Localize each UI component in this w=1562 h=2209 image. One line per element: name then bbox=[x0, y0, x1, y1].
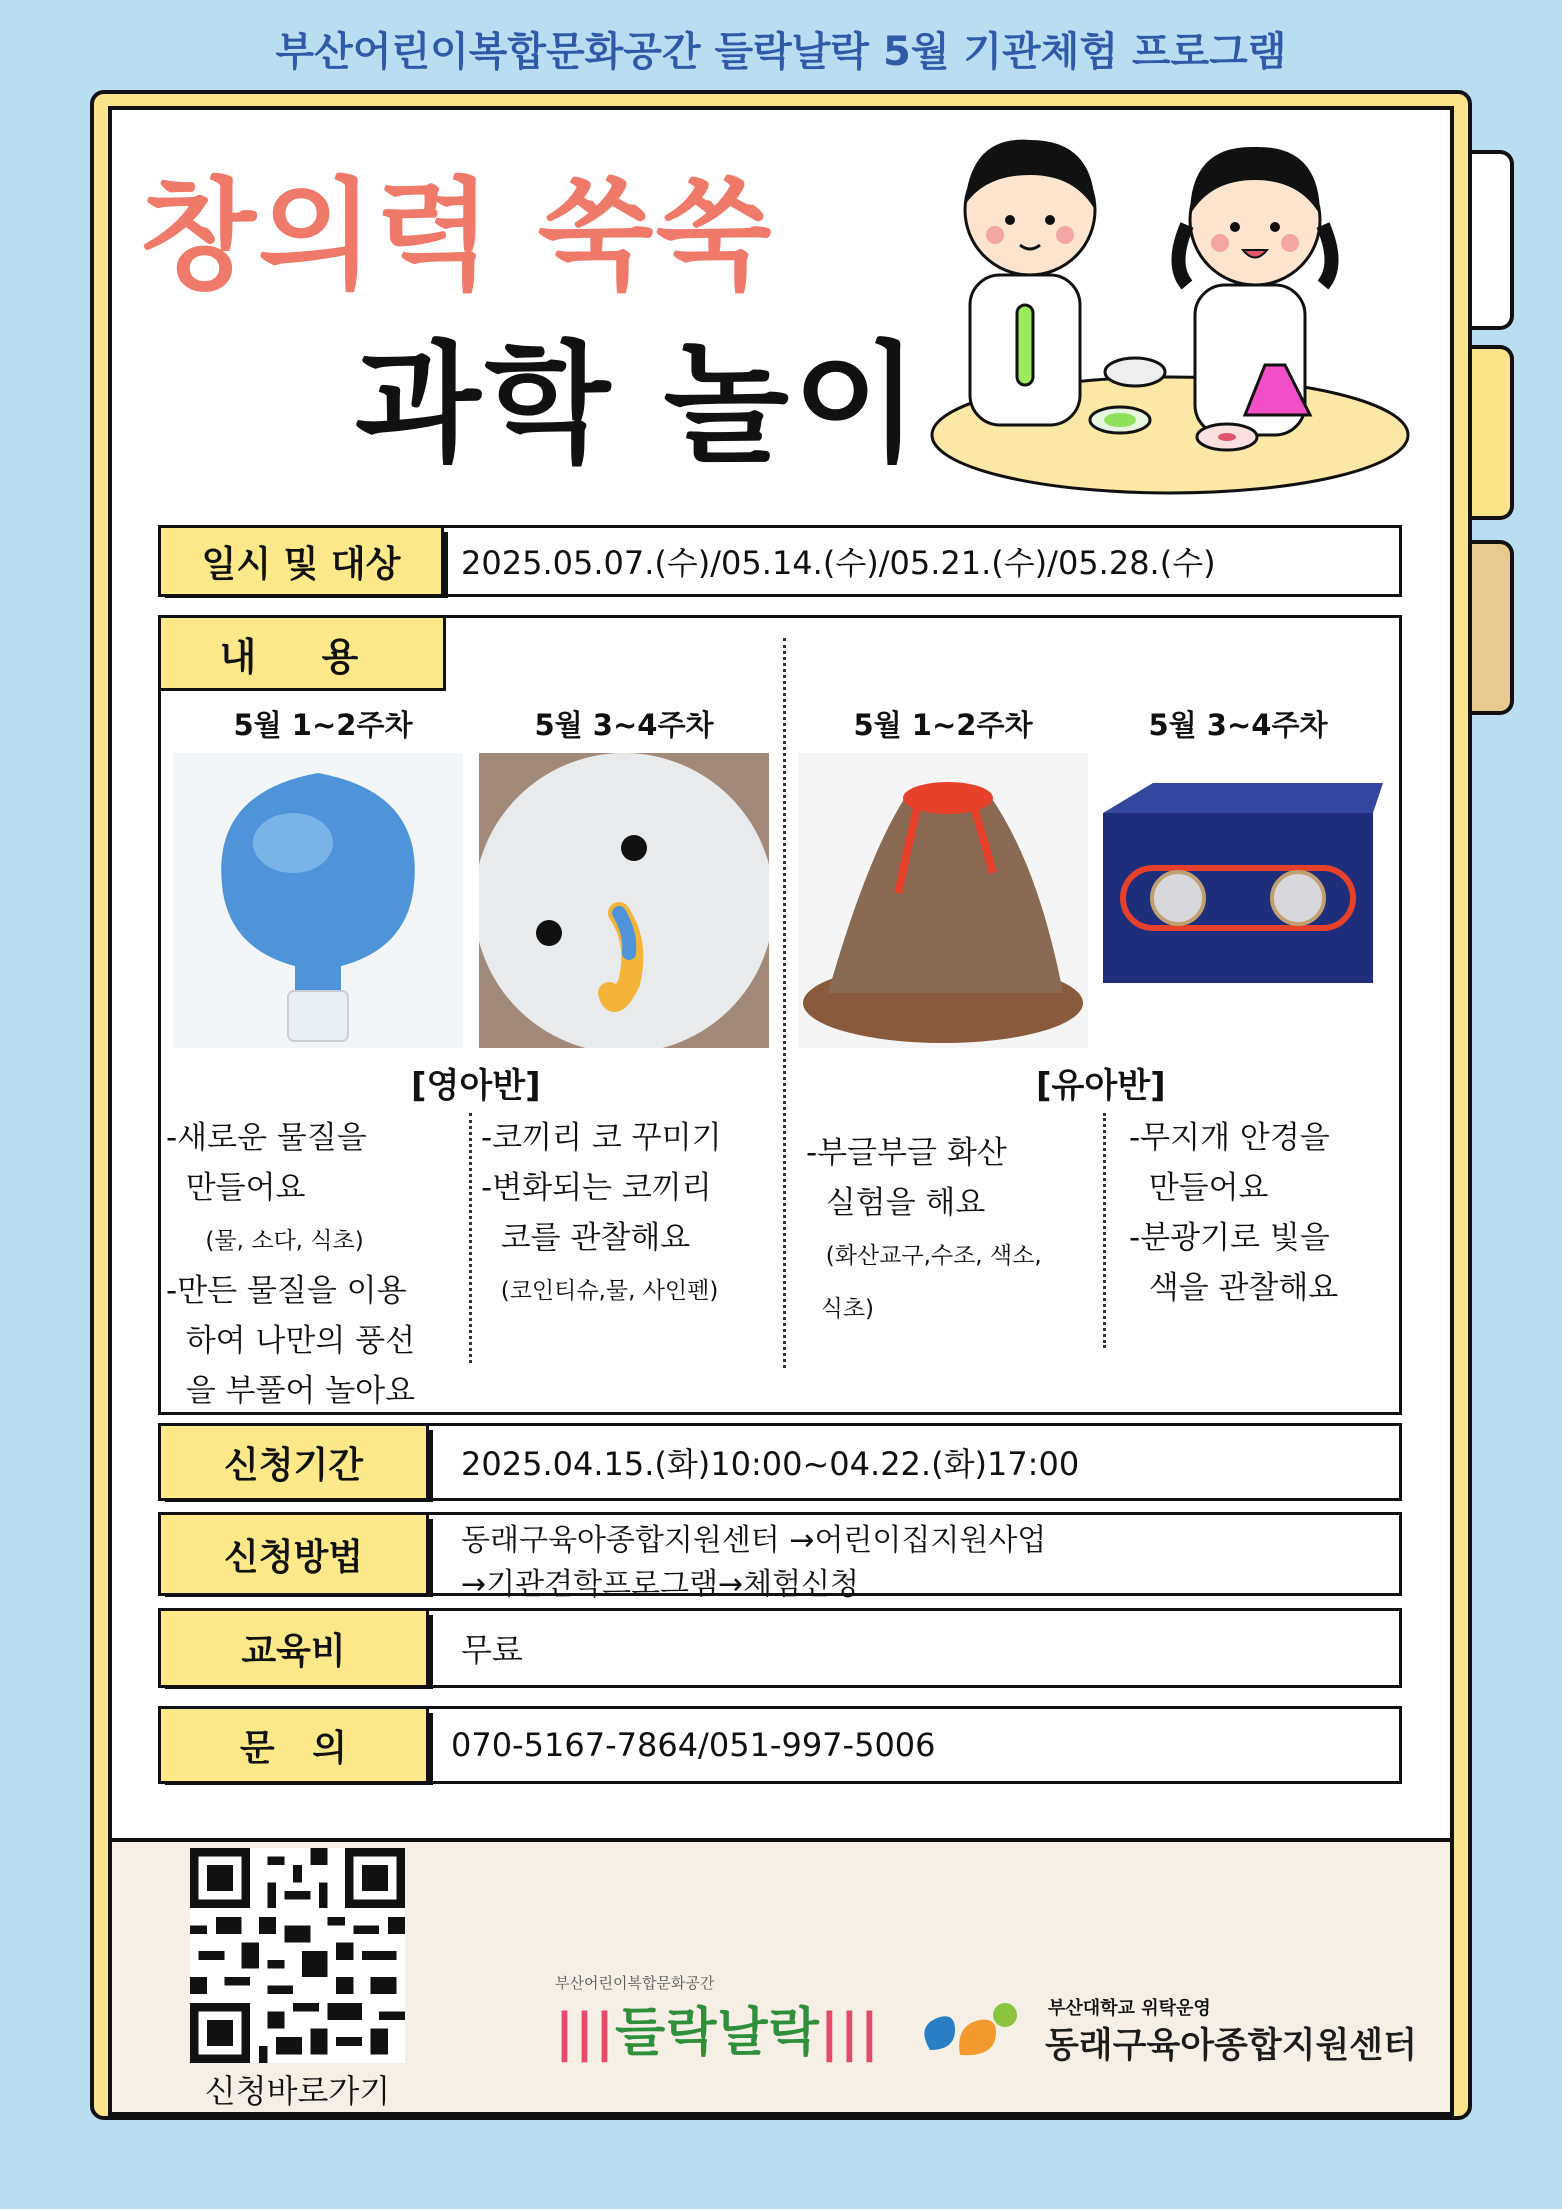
week-label-3: 5월 1~2주차 bbox=[853, 708, 1033, 742]
toddler-class-title: [유아반] bbox=[1036, 1066, 1166, 1106]
desc-column-1 bbox=[166, 1113, 415, 1416]
fee-label: 교육비 bbox=[161, 1611, 429, 1685]
elephant-nose-photo bbox=[479, 753, 769, 1048]
desc-1-main: -새로운 물질을 만들어요 bbox=[166, 1120, 367, 1206]
desc-column-3 bbox=[806, 1128, 1042, 1334]
week-label-2: 5월 3~4주차 bbox=[534, 708, 714, 742]
qr-caption: 신청바로가기 bbox=[204, 2072, 391, 2110]
desc-3-main: -부글부글 화산 실험을 해요 bbox=[806, 1135, 1007, 1221]
method-line-2: →기관견학프로그램→체험신청 bbox=[461, 1567, 860, 1602]
center-logo-subtitle: 부산대학교 위탁운영 bbox=[1048, 1998, 1211, 2019]
content-box bbox=[158, 615, 1402, 1415]
rainbow-glasses-photo bbox=[1093, 753, 1383, 1048]
fee-value: 무료 bbox=[461, 1631, 523, 1669]
logo-bars-icon-right: ||| bbox=[819, 2003, 880, 2063]
schedule-label: 일시 및 대상 bbox=[161, 528, 444, 594]
balloon-photo bbox=[173, 753, 463, 1048]
desc-4-main: -무지개 안경을 만들어요 -분광기로 빛을 색을 관찰해요 bbox=[1129, 1120, 1339, 1306]
fee-row bbox=[158, 1608, 1402, 1688]
hero-line-2: 과학 놀이 bbox=[355, 328, 923, 480]
schedule-value: 2025.05.07.(수)/05.14.(수)/05.21.(수)/05.28.(수) bbox=[461, 544, 1216, 582]
period-label: 신청기간 bbox=[161, 1426, 429, 1498]
method-label: 신청방법 bbox=[161, 1515, 429, 1593]
center-logo-text: 동래구육아종합지원센터 bbox=[1045, 2026, 1417, 2066]
week-label-1: 5월 1~2주차 bbox=[233, 708, 413, 742]
contact-row bbox=[158, 1706, 1402, 1784]
content-label: 내 용 bbox=[161, 618, 446, 691]
divider-dotted-left bbox=[469, 1113, 472, 1363]
desc-2-materials: (코인티슈,물, 사인펜) bbox=[500, 1278, 719, 1304]
dullak-logo bbox=[555, 1990, 880, 2065]
desc-2-main: -코끼리 코 꾸미기 -변화되는 코끼리 코를 관찰해요 bbox=[481, 1120, 722, 1256]
contact-value: 070-5167-7864/051-997-5006 bbox=[451, 1726, 936, 1764]
method-value bbox=[461, 1519, 1389, 1607]
hero-line-1: 창의력 쑥쑥 bbox=[140, 167, 774, 306]
divider-dotted-main bbox=[783, 638, 786, 1368]
method-row bbox=[158, 1512, 1402, 1602]
program-title: 부산어린이복합문화공간 들락날락 5월 기관체험 프로그램 bbox=[275, 29, 1287, 75]
infant-class-title: [영아반] bbox=[411, 1066, 541, 1106]
logo-bars-icon: ||| bbox=[555, 2003, 615, 2063]
dullak-logo-subtitle: 부산어린이복합문화공간 bbox=[555, 1974, 715, 1992]
center-logo-mark bbox=[910, 1995, 1030, 2065]
contact-label: 문 의 bbox=[161, 1709, 429, 1781]
desc-1-more: -만든 물질을 이용 하여 나만의 풍선 을 부풀어 놀아요 bbox=[166, 1273, 416, 1409]
qr-code[interactable] bbox=[190, 1848, 405, 2063]
volcano-photo bbox=[798, 753, 1088, 1048]
kids-science-illustration bbox=[925, 115, 1415, 500]
week-label-4: 5월 3~4주차 bbox=[1148, 708, 1328, 742]
schedule-row bbox=[158, 525, 1402, 597]
period-row bbox=[158, 1423, 1402, 1501]
divider-dotted-right bbox=[1103, 1113, 1106, 1348]
period-value: 2025.04.15.(화)10:00~04.22.(화)17:00 bbox=[461, 1445, 1080, 1483]
desc-column-4 bbox=[1129, 1113, 1338, 1313]
desc-column-2 bbox=[481, 1113, 722, 1316]
desc-1-materials: (물, 소다, 식초) bbox=[205, 1228, 364, 1254]
method-line-1: 동래구육아종합지원센터 →어린이집지원사업 bbox=[461, 1523, 1047, 1558]
desc-3-materials: (화산교구,수조, 색소, 식초) bbox=[820, 1243, 1042, 1322]
dullak-logo-text: 들락날락 bbox=[614, 2003, 820, 2063]
